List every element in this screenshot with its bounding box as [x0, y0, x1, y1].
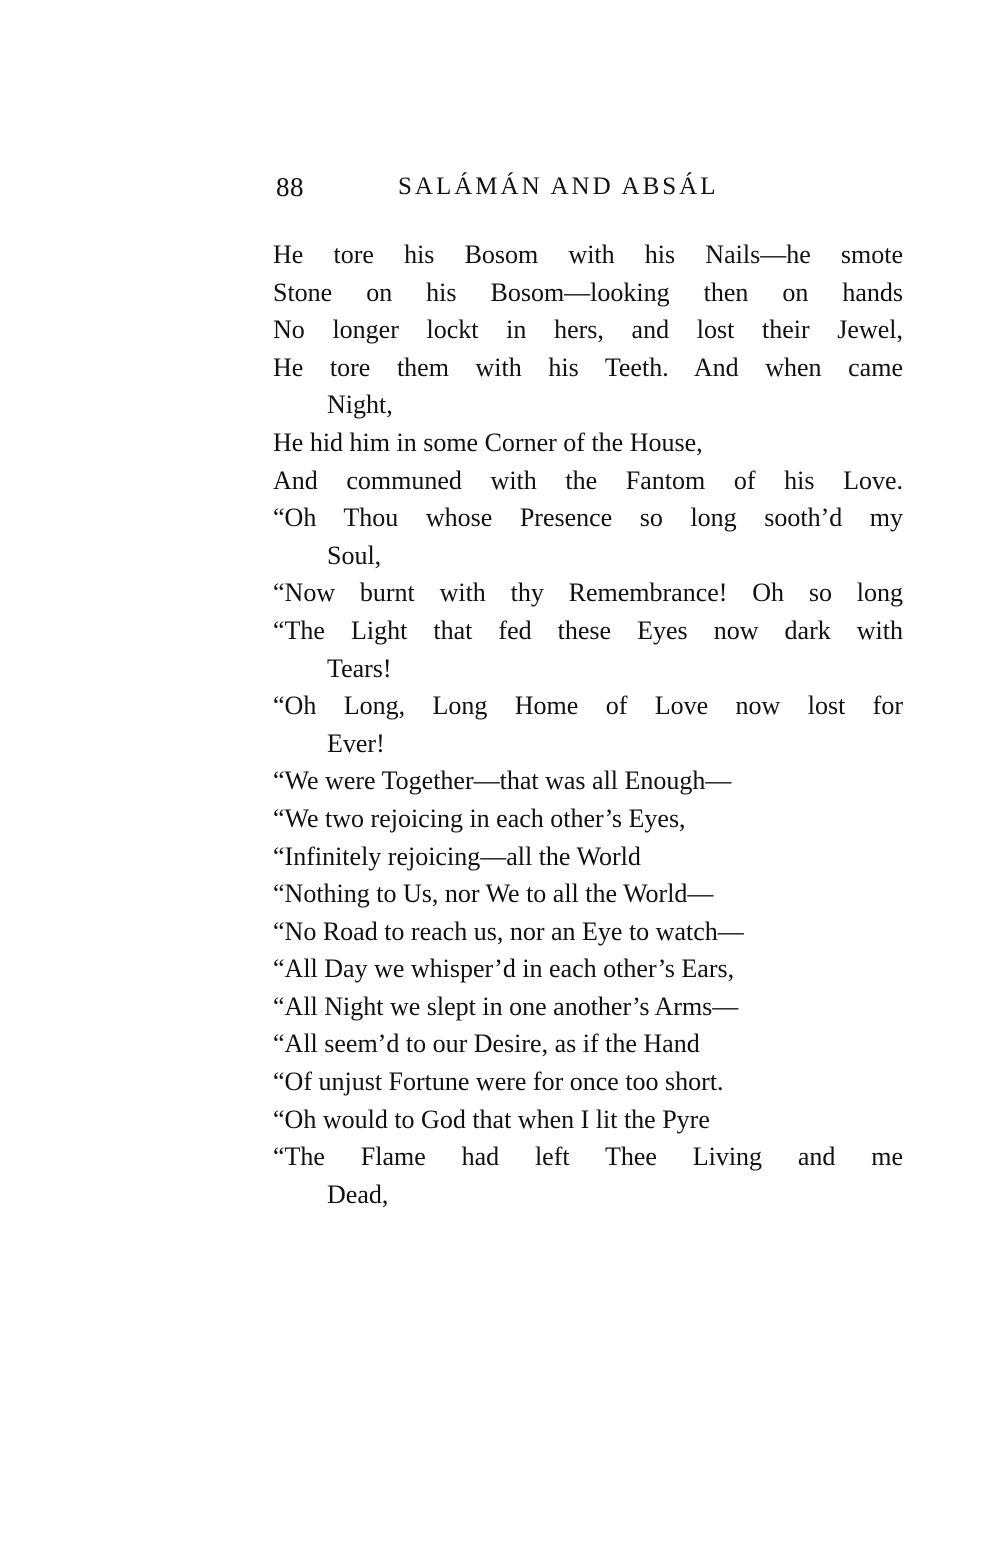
verse-line: “We two rejoicing in each other’s Eyes, [273, 803, 686, 833]
verse-line: “The Light that fed these Eyes now dark with [273, 615, 903, 645]
running-head [276, 167, 896, 207]
verse-line-continuation: Tears! [327, 653, 392, 683]
running-title: SALÁMÁN AND ABSÁL [398, 173, 719, 200]
verse-line: Stone on his Bosom—looking then on hands [273, 277, 903, 307]
verse-line: And communed with the Fantom of his Love. [273, 465, 903, 495]
verse-line: “All seem’d to our Desire, as if the Hand [273, 1029, 700, 1059]
verse-line: No longer lockt in hers, and lost their Jewel, [273, 315, 903, 345]
verse-line-continuation: Ever! [327, 728, 385, 758]
verse-line: “The Flame had left Thee Living and me [273, 1142, 903, 1172]
verse-line: “No Road to reach us, nor an Eye to watch— [273, 916, 744, 946]
verse-line: “Oh Thou whose Presence so long sooth’d my [273, 503, 903, 533]
verse-line: “Now burnt with thy Remembrance! Oh so long [273, 578, 903, 608]
verse-line: He tore his Bosom with his Nails—he smote [273, 240, 903, 269]
verse-line: “All Night we slept in one another’s Arms— [273, 991, 739, 1021]
verse-line: “Of unjust Fortune were for once too short. [273, 1067, 724, 1097]
verse-line: “All Day we whisper’d in each other’s Ears, [273, 954, 735, 984]
verse-line-continuation: Soul, [327, 540, 382, 570]
poem-verse [273, 236, 903, 1213]
verse-line: He hid him in some Corner of the House, [273, 427, 703, 457]
verse-line: “Oh would to God that when I lit the Pyre [273, 1104, 710, 1134]
verse-line: “We were Together—that was all Enough— [273, 766, 732, 796]
verse-line: “Infinitely rejoicing—all the World [273, 841, 641, 871]
verse-line: “Oh Long, Long Home of Love now lost for [273, 691, 903, 721]
verse-line: “Nothing to Us, nor We to all the World— [273, 879, 714, 909]
verse-line-continuation: Dead, [327, 1179, 389, 1209]
page-number: 88 [276, 172, 304, 202]
verse-line: He tore them with his Teeth. And when came [273, 352, 903, 382]
verse-line-continuation: Night, [327, 390, 393, 420]
